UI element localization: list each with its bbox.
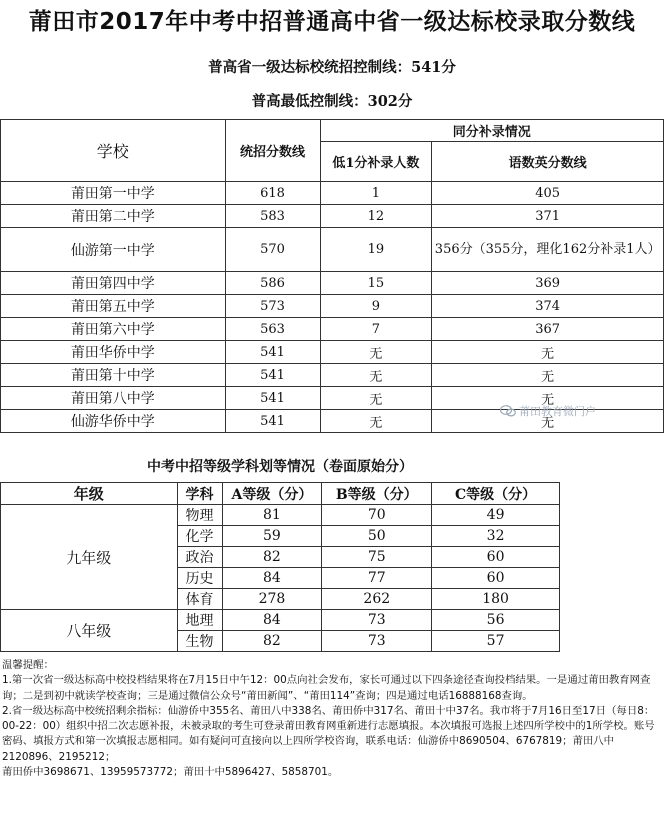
school-name: 莆田第十中学 (1, 364, 226, 387)
b-score: 73 (322, 631, 432, 652)
unified-score: 563 (225, 318, 320, 341)
unified-score: 541 (225, 387, 320, 410)
subject: 生物 (177, 631, 222, 652)
control-line-provincial: 普高省一级达标校统招控制线：541分 (208, 59, 456, 76)
unified-score: 541 (225, 364, 320, 387)
reminder-notes (2, 658, 662, 780)
table-row (1, 272, 664, 295)
low1-count: 9 (320, 295, 432, 318)
low1-count: 无 (320, 410, 432, 433)
yuwenying-score: 无 (432, 410, 664, 433)
unified-score: 618 (225, 182, 320, 205)
admission-score-table (0, 119, 664, 433)
table-row (1, 610, 560, 631)
header-low1-count: 低1分补录人数 (320, 142, 432, 182)
reminder-item-3: 莆田侨中3698671、13959573772；莆田十中5896427、5858701。 (2, 766, 339, 779)
yuwenying-score: 369 (432, 272, 664, 295)
a-score: 278 (222, 589, 322, 610)
yuwenying-score: 无 (432, 341, 664, 364)
table-row (1, 505, 560, 526)
b-score: 73 (322, 610, 432, 631)
school-name: 仙游华侨中学 (1, 410, 226, 433)
header-supplement: 同分补录情况 (320, 120, 664, 142)
low1-count: 1 (320, 182, 432, 205)
header-school: 学校 (1, 120, 226, 182)
c-score: 32 (432, 526, 560, 547)
school-name: 莆田第六中学 (1, 318, 226, 341)
school-name: 莆田第一中学 (1, 182, 226, 205)
table-row (1, 364, 664, 387)
low1-count: 19 (320, 228, 432, 272)
header-yuwenying-score: 语数英分数线 (432, 142, 664, 182)
low1-count: 7 (320, 318, 432, 341)
school-name: 莆田第八中学 (1, 387, 226, 410)
c-score: 57 (432, 631, 560, 652)
low1-count: 无 (320, 341, 432, 364)
c-score: 56 (432, 610, 560, 631)
table-row (1, 295, 664, 318)
school-name: 莆田第五中学 (1, 295, 226, 318)
subject: 化学 (177, 526, 222, 547)
b-score: 75 (322, 547, 432, 568)
header-a-level: A等级（分） (222, 483, 322, 505)
unified-score: 583 (225, 205, 320, 228)
yuwenying-score: 无 (432, 387, 664, 410)
a-score: 82 (222, 631, 322, 652)
a-score: 82 (222, 547, 322, 568)
table-row (1, 228, 664, 272)
school-name: 莆田第二中学 (1, 205, 226, 228)
grade-nine: 九年级 (1, 505, 178, 610)
wechat-icon (500, 405, 516, 417)
unified-score: 541 (225, 341, 320, 364)
c-score: 60 (432, 568, 560, 589)
low1-count: 无 (320, 387, 432, 410)
watermark-text: 莆田教育微门户 (519, 405, 596, 418)
subject: 地理 (177, 610, 222, 631)
header-c-level: C等级（分） (432, 483, 560, 505)
yuwenying-score: 405 (432, 182, 664, 205)
b-score: 262 (322, 589, 432, 610)
table-row (1, 341, 664, 364)
subject: 体育 (177, 589, 222, 610)
subject: 物理 (177, 505, 222, 526)
yuwenying-score: 356分（355分，理化162分补录1人） (432, 228, 664, 272)
table-row (1, 318, 664, 341)
low1-count: 无 (320, 364, 432, 387)
c-score: 180 (432, 589, 560, 610)
page-title: 莆田市2017年中考中招普通高中省一级达标校录取分数线 (28, 9, 636, 35)
header-b-level: B等级（分） (322, 483, 432, 505)
school-name: 莆田华侨中学 (1, 341, 226, 364)
unified-score: 573 (225, 295, 320, 318)
reminder-item-1: 1.第一次省一级达标高中校投档结果将在7月15日中午12：00点向社会发布，家长可通过以下四条途径查询投档结果。一是通过莆田教育网查询；二是到初中就读学校查询；三是通过微信公众号“莆田新闻”、“莆田114”查询；四是通过电话16888168查询。 (2, 674, 651, 702)
low1-count: 15 (320, 272, 432, 295)
reminder-item-2: 2.省一级达标高中校统招剩余指标：仙游侨中355名、莆田八中338名、莆田侨中317名、莆田十中37名。我市将于7月16日至17日（每日8：00-22：00）组织中招二次志愿补报，未被录取的考生可登录莆田教育网重新进行志愿填报。本次填报可选报上述四所学校中的1所学校。账号密码、填报方式和第一次填报志愿相同。如有疑问可直接向以上四所学校咨询，联系电话：仙游侨中8690504、6767819；莆田八中2120896、2195212； (2, 704, 655, 763)
unified-score: 586 (225, 272, 320, 295)
yuwenying-score: 367 (432, 318, 664, 341)
a-score: 84 (222, 568, 322, 589)
yuwenying-score: 无 (432, 364, 664, 387)
subject: 历史 (177, 568, 222, 589)
low1-count: 12 (320, 205, 432, 228)
a-score: 59 (222, 526, 322, 547)
school-name: 莆田第四中学 (1, 272, 226, 295)
watermark (500, 403, 596, 419)
a-score: 84 (222, 610, 322, 631)
yuwenying-score: 374 (432, 295, 664, 318)
header-subject: 学科 (177, 483, 222, 505)
c-score: 49 (432, 505, 560, 526)
grade-eight: 八年级 (1, 610, 178, 652)
subject: 政治 (177, 547, 222, 568)
section-title-grades: 中考中招等级学科划等情况（卷面原始分） (147, 459, 413, 475)
b-score: 77 (322, 568, 432, 589)
a-score: 81 (222, 505, 322, 526)
yuwenying-score: 371 (432, 205, 664, 228)
b-score: 70 (322, 505, 432, 526)
header-unified-score: 统招分数线 (225, 120, 320, 182)
table-row (1, 205, 664, 228)
school-name: 仙游第一中学 (1, 228, 226, 272)
unified-score: 541 (225, 410, 320, 433)
header-grade: 年级 (1, 483, 178, 505)
c-score: 60 (432, 547, 560, 568)
unified-score: 570 (225, 228, 320, 272)
control-line-minimum: 普高最低控制线：302分 (251, 93, 413, 110)
grade-level-table (0, 482, 560, 652)
b-score: 50 (322, 526, 432, 547)
reminder-heading: 温馨提醒： (2, 659, 54, 671)
table-row (1, 182, 664, 205)
